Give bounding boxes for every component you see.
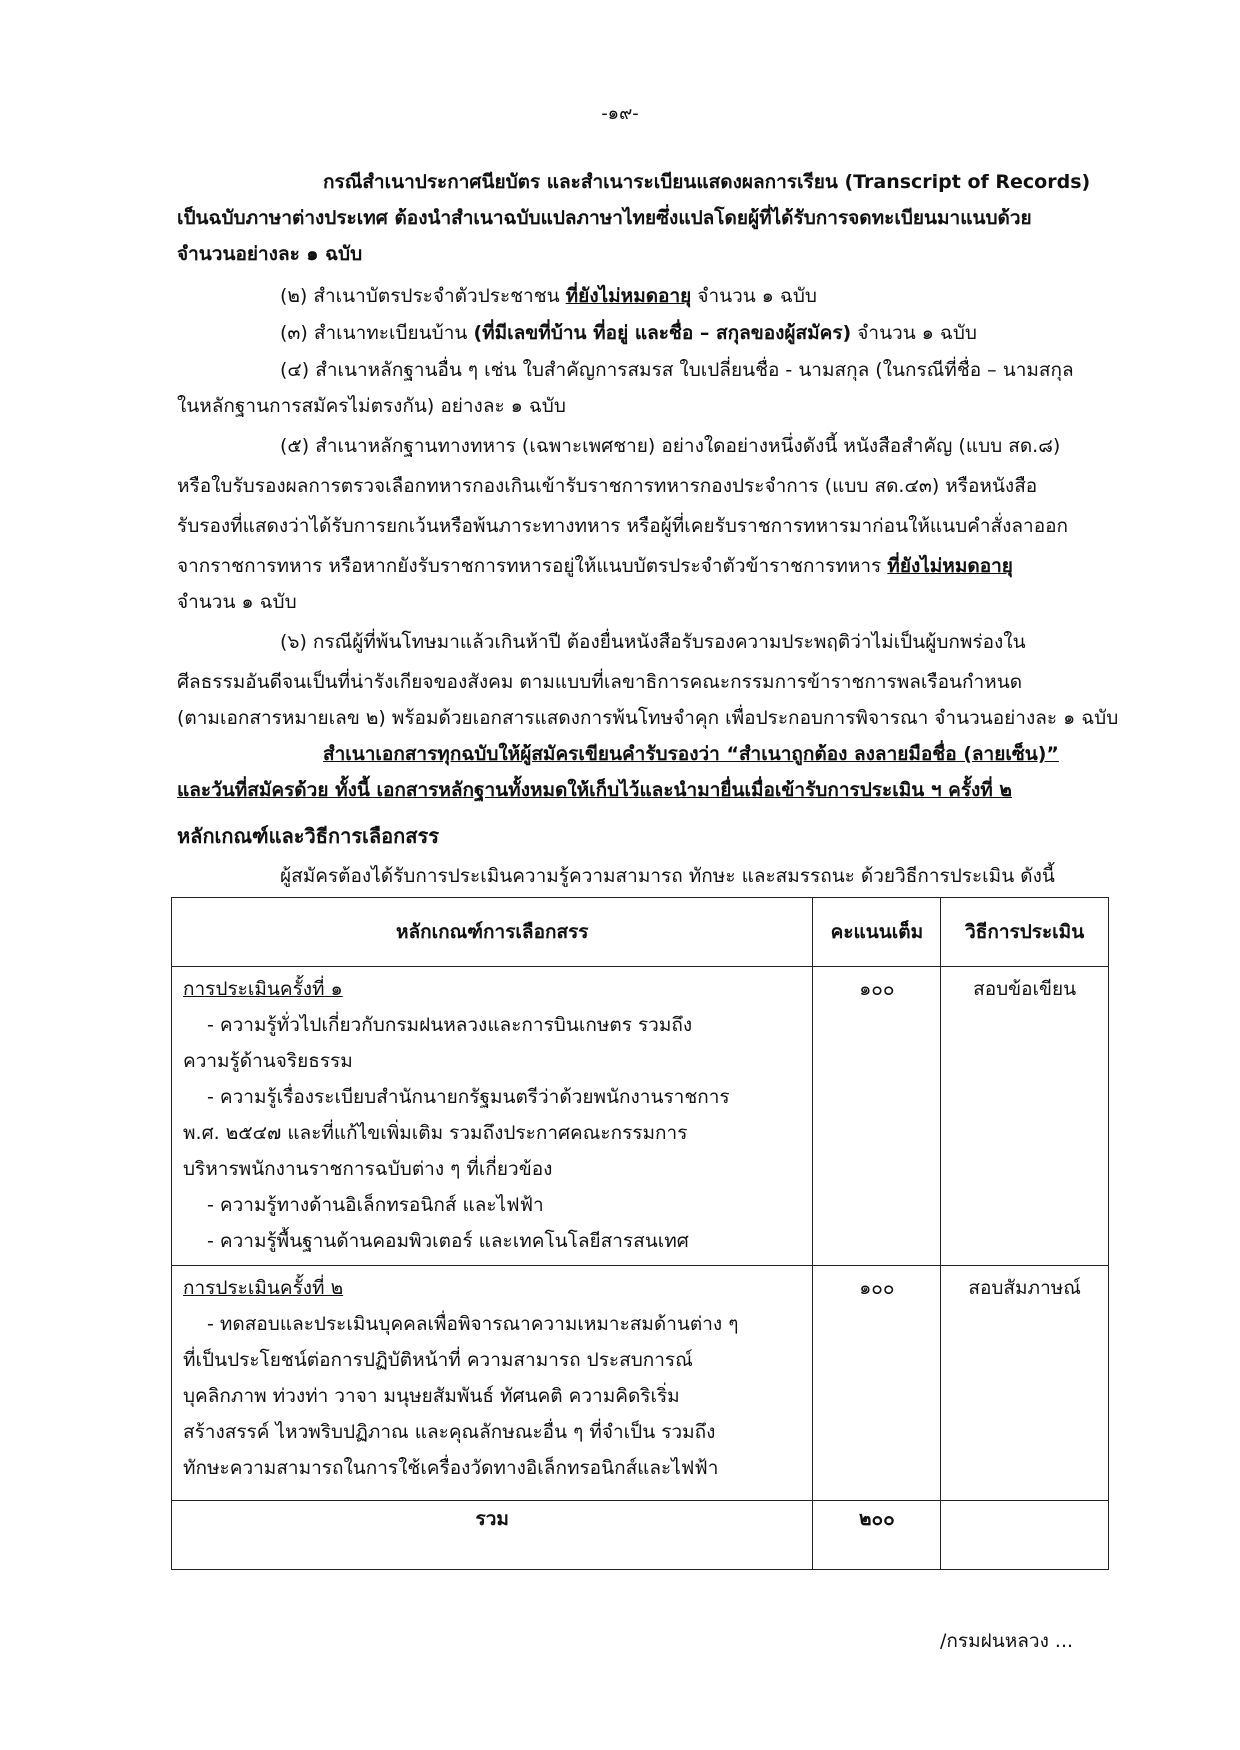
round-1-bullet-2-cont-2: บริหารพนักงานราชการฉบับต่าง ๆ ที่เกี่ยวข้อง [183, 1158, 553, 1180]
header-full-score: คะแนนเต็ม [813, 898, 941, 967]
notice-line-2: และวันที่สมัครด้วย ทั้งนี้ เอกสารหลักฐานทั้งหมดให้เก็บไว้และนำมายื่นเมื่อเข้ารับการประเมิน ฯ ครั้งที่ ๒ [177, 779, 1012, 801]
round-1-title: การประเมินครั้งที่ ๑ [183, 978, 343, 1000]
item-2-tail: จำนวน ๑ ฉบับ [691, 285, 817, 307]
score-cell-round-1 [813, 967, 941, 1266]
item-2-emphasis: ที่ยังไม่หมดอายุ [565, 285, 692, 307]
item-5-line-5: จำนวน ๑ ฉบับ [177, 591, 297, 613]
table-header-row [172, 898, 1109, 967]
item-3 [280, 315, 977, 351]
round-1-bullet-1: - ความรู้ทั่วไปเกี่ยวกับกรมฝนหลวงและการบินเกษตร รวมถึง [207, 1014, 693, 1036]
round-1-bullet-2-cont-1: พ.ศ. ๒๕๔๗ และที่แก้ไขเพิ่มเติม รวมถึงประกาศคณะกรรมการ [183, 1122, 688, 1144]
item-6-line-3: (ตามเอกสารหมายเลข ๒) พร้อมด้วยเอกสารแสดงการพ้นโทษจำคุก เพื่อประกอบการพิจารณา จำนวนอย่างละ ๑ ฉบับ [177, 707, 1119, 729]
notice-line-1: สำเนาเอกสารทุกฉบับให้ผู้สมัครเขียนคำรับรองว่า “สำเนาถูกต้อง ลงลายมือชื่อ (ลายเซ็น)” [323, 743, 1059, 765]
item-3-text: (๓) สำเนาทะเบียนบ้าน [280, 322, 474, 344]
round-2-line-1: - ทดสอบและประเมินบุคคลเพื่อพิจารณาความเหมาะสมด้านต่าง ๆ [207, 1313, 739, 1335]
continued-footer: /กรมฝนหลวง ... [940, 1630, 1074, 1652]
item-3-emphasis: (ที่มีเลขที่บ้าน ที่อยู่ และชื่อ – สกุลของผู้สมัคร) [473, 322, 852, 344]
round-2-title: การประเมินครั้งที่ ๒ [183, 1277, 344, 1299]
round-1-bullet-3: - ความรู้ทางด้านอิเล็กทรอนิกส์ และไฟฟ้า [207, 1194, 544, 1216]
item-5-line-3: รับรองที่แสดงว่าได้รับการยกเว้นหรือพ้นภาระทางทหาร หรือผู้ที่เคยรับราชการทหารมาก่อนให้แนบคำสั่งลาออก [177, 515, 1069, 537]
round-2-line-3: บุคลิกภาพ ท่วงท่า วาจา มนุษยสัมพันธ์ ทัศนคติ ความคิดริเริ่ม [183, 1385, 680, 1407]
method-cell-round-1 [941, 967, 1109, 1266]
intro-line-1: กรณีสำเนาประกาศนียบัตร และสำเนาระเบียนแสดงผลการเรียน (Transcript of Records) [323, 171, 1091, 193]
item-4-line-2: ในหลักฐานการสมัครไม่ตรงกัน) อย่างละ ๑ ฉบับ [177, 395, 566, 417]
item-6-line-2: ศีลธรรมอันดีจนเป็นที่น่ารังเกียจของสังคม ตามแบบที่เลขาธิการคณะกรรมการข้าราชการพลเรือนกำหนด [177, 671, 1023, 693]
total-label: รวม [172, 1501, 813, 1570]
criteria-table [171, 897, 1109, 1570]
round-1-bullet-4: - ความรู้พื้นฐานด้านคอมพิวเตอร์ และเทคโนโลยีสารสนเทศ [207, 1230, 689, 1252]
criteria-cell-round-2 [172, 1266, 813, 1501]
round-2-line-5: ทักษะความสามารถในการใช้เครื่องวัดทางอิเล็กทรอนิกส์และไฟฟ้า [183, 1457, 719, 1479]
total-method-empty [941, 1501, 1109, 1570]
round-2-method: สอบสัมภาษณ์ [968, 1277, 1081, 1299]
header-criteria: หลักเกณฑ์การเลือกสรร [172, 898, 813, 967]
round-1-bullet-2: - ความรู้เรื่องระเบียบสำนักนายกรัฐมนตรีว่าด้วยพนักงานราชการ [207, 1086, 730, 1108]
round-1-method: สอบข้อเขียน [973, 978, 1077, 1000]
score-cell-round-2 [813, 1266, 941, 1501]
total-score: ๒๐๐ [813, 1501, 941, 1570]
round-1-score: ๑๐๐ [859, 978, 895, 1000]
intro-line-3: จำนวนอย่างละ ๑ ฉบับ [177, 243, 363, 265]
item-4-line-1: (๔) สำเนาหลักฐานอื่น ๆ เช่น ใบสำคัญการสมรส ใบเปลี่ยนชื่อ - นามสกุล (ในกรณีที่ชื่อ – นามสกุล [280, 359, 1074, 381]
item-5-line-1: (๕) สำเนาหลักฐานทางทหาร (เฉพาะเพศชาย) อย่างใดอย่างหนึ่งดังนี้ หนังสือสำคัญ (แบบ สด.๘) [280, 435, 1061, 457]
item-2 [280, 278, 817, 314]
item-5-line-4 [177, 548, 1013, 584]
item-5-emphasis: ที่ยังไม่หมดอายุ [887, 555, 1013, 577]
round-2-line-4: สร้างสรรค์ ไหวพริบปฏิภาณ และคุณลักษณะอื่น ๆ ที่จำเป็น รวมถึง [183, 1421, 716, 1443]
round-2-line-2: ที่เป็นประโยชน์ต่อการปฏิบัติหน้าที่ ความสามารถ ประสบการณ์ [183, 1349, 693, 1371]
intro-line-2: เป็นฉบับภาษาต่างประเทศ ต้องนำสำเนาฉบับแปลภาษาไทยซึ่งแปลโดยผู้ที่ได้รับการจดทะเบียนมาแนบด้วย [177, 207, 1032, 229]
header-method: วิธีการประเมิน [941, 898, 1109, 967]
criteria-cell-round-1 [172, 967, 813, 1266]
item-6-line-1: (๖) กรณีผู้ที่พ้นโทษมาแล้วเกินห้าปี ต้องยื่นหนังสือรับรองความประพฤติว่าไม่เป็นผู้บกพร่องใน [280, 631, 1026, 653]
table-row [172, 1266, 1109, 1501]
table-row [172, 967, 1109, 1266]
section-intro: ผู้สมัครต้องได้รับการประเมินความรู้ความสามารถ ทักษะ และสมรรถนะ ด้วยวิธีการประเมิน ดังนี้ [280, 865, 1055, 887]
table-total-row [172, 1501, 1109, 1570]
round-1-bullet-1-cont: ความรู้ด้านจริยธรรม [183, 1050, 353, 1072]
item-3-tail: จำนวน ๑ ฉบับ [851, 322, 977, 344]
round-2-score: ๑๐๐ [859, 1277, 895, 1299]
item-5-line-2: หรือใบรับรองผลการตรวจเลือกทหารกองเกินเข้ารับราชการทหารกองประจำการ (แบบ สด.๔๓) หรือหนังสือ [177, 475, 1038, 497]
section-heading: หลักเกณฑ์และวิธีการเลือกสรร [177, 824, 439, 848]
item-5-line-4-text: จากราชการทหาร หรือหากยังรับราชการทหารอยู่ให้แนบบัตรประจำตัวข้าราชการทหาร [177, 555, 888, 577]
item-2-text: (๒) สำเนาบัตรประจำตัวประชาชน [280, 285, 566, 307]
method-cell-round-2 [941, 1266, 1109, 1501]
page-number: -๑๙- [601, 103, 639, 124]
